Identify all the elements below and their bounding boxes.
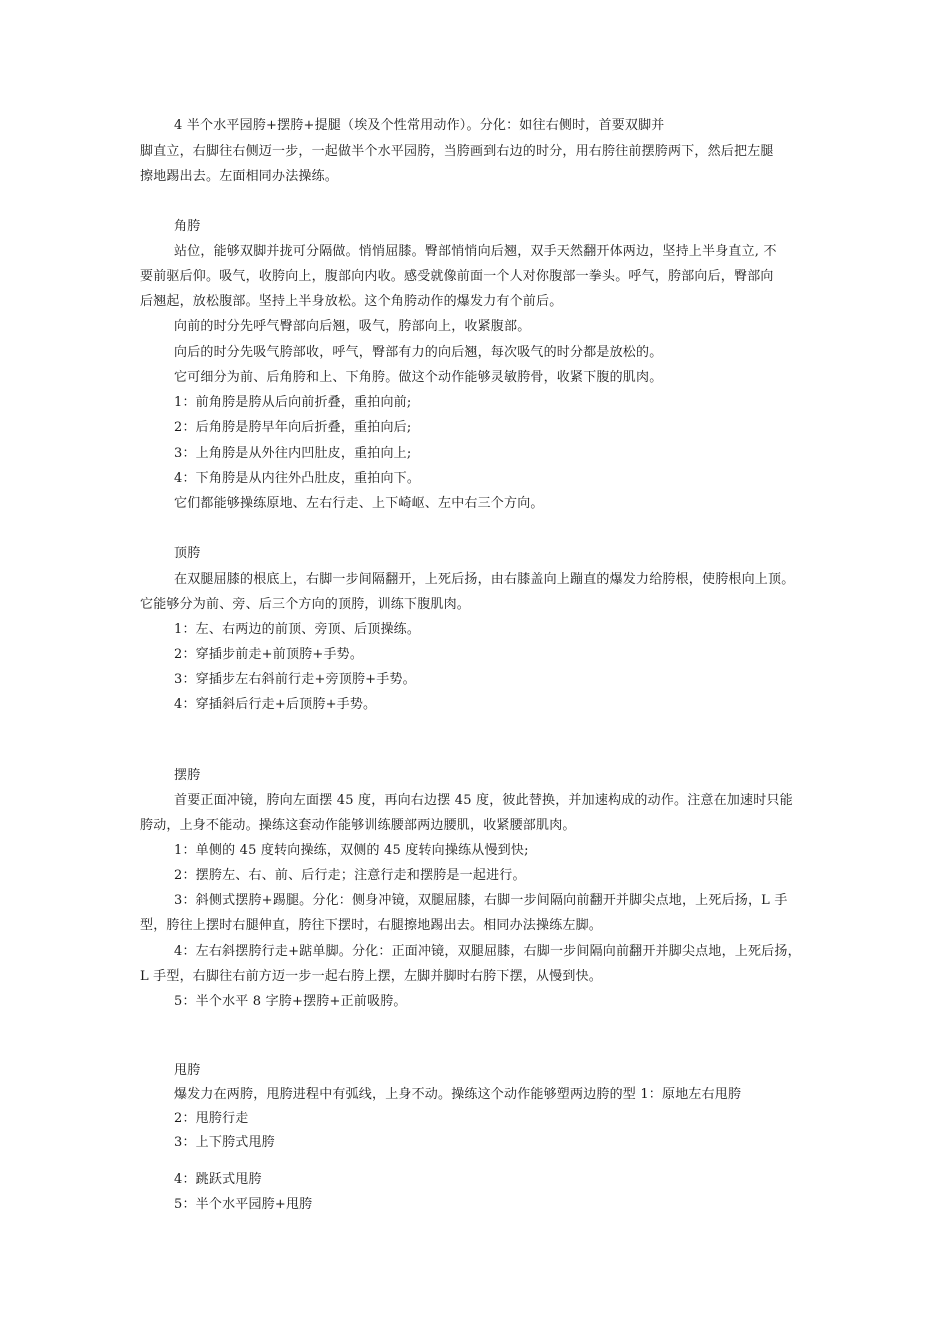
- jiaokua-line-1: 站位，能够双脚并拢可分隔做。悄悄屈膝。臀部悄悄向后翘，双手天然翻开体两边，坚持上半身直立, 不: [174, 244, 777, 259]
- intro-line-1: 4 半个水平园胯+摆胯+提腿（埃及个性常用动作）。分化：如往右侧时，首要双脚并: [174, 118, 665, 133]
- list-item: 1：单侧的 45 度转向操练，双侧的 45 度转向操练从慢到快;: [174, 843, 529, 858]
- list-item-continuation: L 手型，右脚往右前方迈一步一起右胯上摆，左脚并脚时右胯下摆，从慢到快。: [140, 969, 602, 984]
- list-item: 3：上角胯是从外往内凹肚皮，重拍向上;: [174, 446, 412, 461]
- list-item: 4：跳跃式甩胯: [174, 1172, 262, 1187]
- baikua-line-1: 首要正面冲镜，胯向左面摆 45 度，再向右边摆 45 度，彼此替换，并加速构成的动作。注意在加速时只能: [174, 793, 793, 808]
- list-item: 2：摆胯左、右、前、后行走；注意行走和摆胯是一起进行。: [174, 868, 526, 883]
- list-item: 2：穿插步前走+前顶胯+手势。: [174, 647, 364, 662]
- list-item: 4：穿插斜后行走+后顶胯+手势。: [174, 697, 377, 712]
- section-title-baikua: 摆胯: [174, 768, 201, 783]
- list-item: 3：上下胯式甩胯: [174, 1135, 275, 1150]
- list-item: 2：甩胯行走: [174, 1111, 249, 1126]
- jiaokua-line-5: 向后的时分先吸气胯部收，呼气，臀部有力的向后翘，每次吸气的时分都是放松的。: [174, 345, 663, 360]
- list-item: 1：前角胯是胯从后向前折叠，重拍向前;: [174, 395, 412, 410]
- intro-line-3: 擦地踢出去。左面相同办法操练。: [140, 169, 339, 184]
- section-title-dingkua: 顶胯: [174, 546, 201, 561]
- intro-line-2: 脚直立，右脚往右侧迈一步，一起做半个水平园胯，当胯画到右边的时分，用右胯往前摆胯两下，然后把左腿: [140, 144, 774, 159]
- jiaokua-line-7: 它们都能够操练原地、左右行走、上下崎岖、左中右三个方向。: [174, 496, 544, 511]
- list-item: 4：下角胯是从内往外凸肚皮，重拍向下。: [174, 471, 421, 486]
- shuaikua-line-1: 爆发力在两胯，甩胯进程中有弧线，上身不动。操练这个动作能够塑两边胯的型 1：原地左右甩胯: [174, 1087, 742, 1102]
- dingkua-line-1: 在双腿屈膝的根底上，右脚一步间隔翻开，上死后扬，由右膝盖向上蹦直的爆发力给胯根，使胯根向上顶。: [174, 572, 795, 587]
- list-item-continuation: 型，胯往上摆时右腿伸直，胯往下摆时，右腿擦地踢出去。相同办法操练左脚。: [140, 918, 603, 933]
- list-item: 3：穿插步左右斜前行走+旁顶胯+手势。: [174, 672, 416, 687]
- list-item: 1：左、右两边的前顶、旁顶、后顶操练。: [174, 622, 421, 637]
- list-item: 3：斜侧式摆胯+踢腿。分化：侧身冲镜，双腿屈膝，右脚一步间隔向前翻开并脚尖点地，上死后扬，L 手: [174, 893, 788, 908]
- jiaokua-line-3: 后翘起，放松腹部。坚持上半身放松。这个角胯动作的爆发力有个前后。: [140, 294, 563, 309]
- list-item: 2：后角胯是胯早年向后折叠，重拍向后;: [174, 420, 412, 435]
- list-item: 4：左右斜摆胯行走+踮单脚。分化：正面冲镜，双腿屈膝，右脚一步间隔向前翻开并脚尖点地，上死后扬，: [174, 944, 801, 959]
- baikua-line-2: 胯动，上身不能动。操练这套动作能够训练腰部两边腰肌，收紧腰部肌肉。: [140, 818, 576, 833]
- jiaokua-line-4: 向前的时分先呼气臀部向后翘，吸气，胯部向上，收紧腹部。: [174, 319, 531, 334]
- dingkua-line-2: 它能够分为前、旁、后三个方向的顶胯，训练下腹肌肉。: [140, 597, 471, 612]
- jiaokua-line-2: 要前驱后仰。吸气，收胯向上，腹部向内收。感受就像前面一个人对你腹部一拳头。呼气，胯部向后，臀部向: [140, 269, 774, 284]
- section-title-jiaokua: 角胯: [174, 219, 201, 234]
- list-item: 5：半个水平 8 字胯+摆胯+正前吸胯。: [174, 994, 407, 1009]
- section-title-shuaikua: 甩胯: [174, 1063, 201, 1078]
- list-item: 5：半个水平园胯+甩胯: [174, 1197, 313, 1212]
- jiaokua-line-6: 它可细分为前、后角胯和上、下角胯。做这个动作能够灵敏胯骨，收紧下腹的肌肉。: [174, 370, 663, 385]
